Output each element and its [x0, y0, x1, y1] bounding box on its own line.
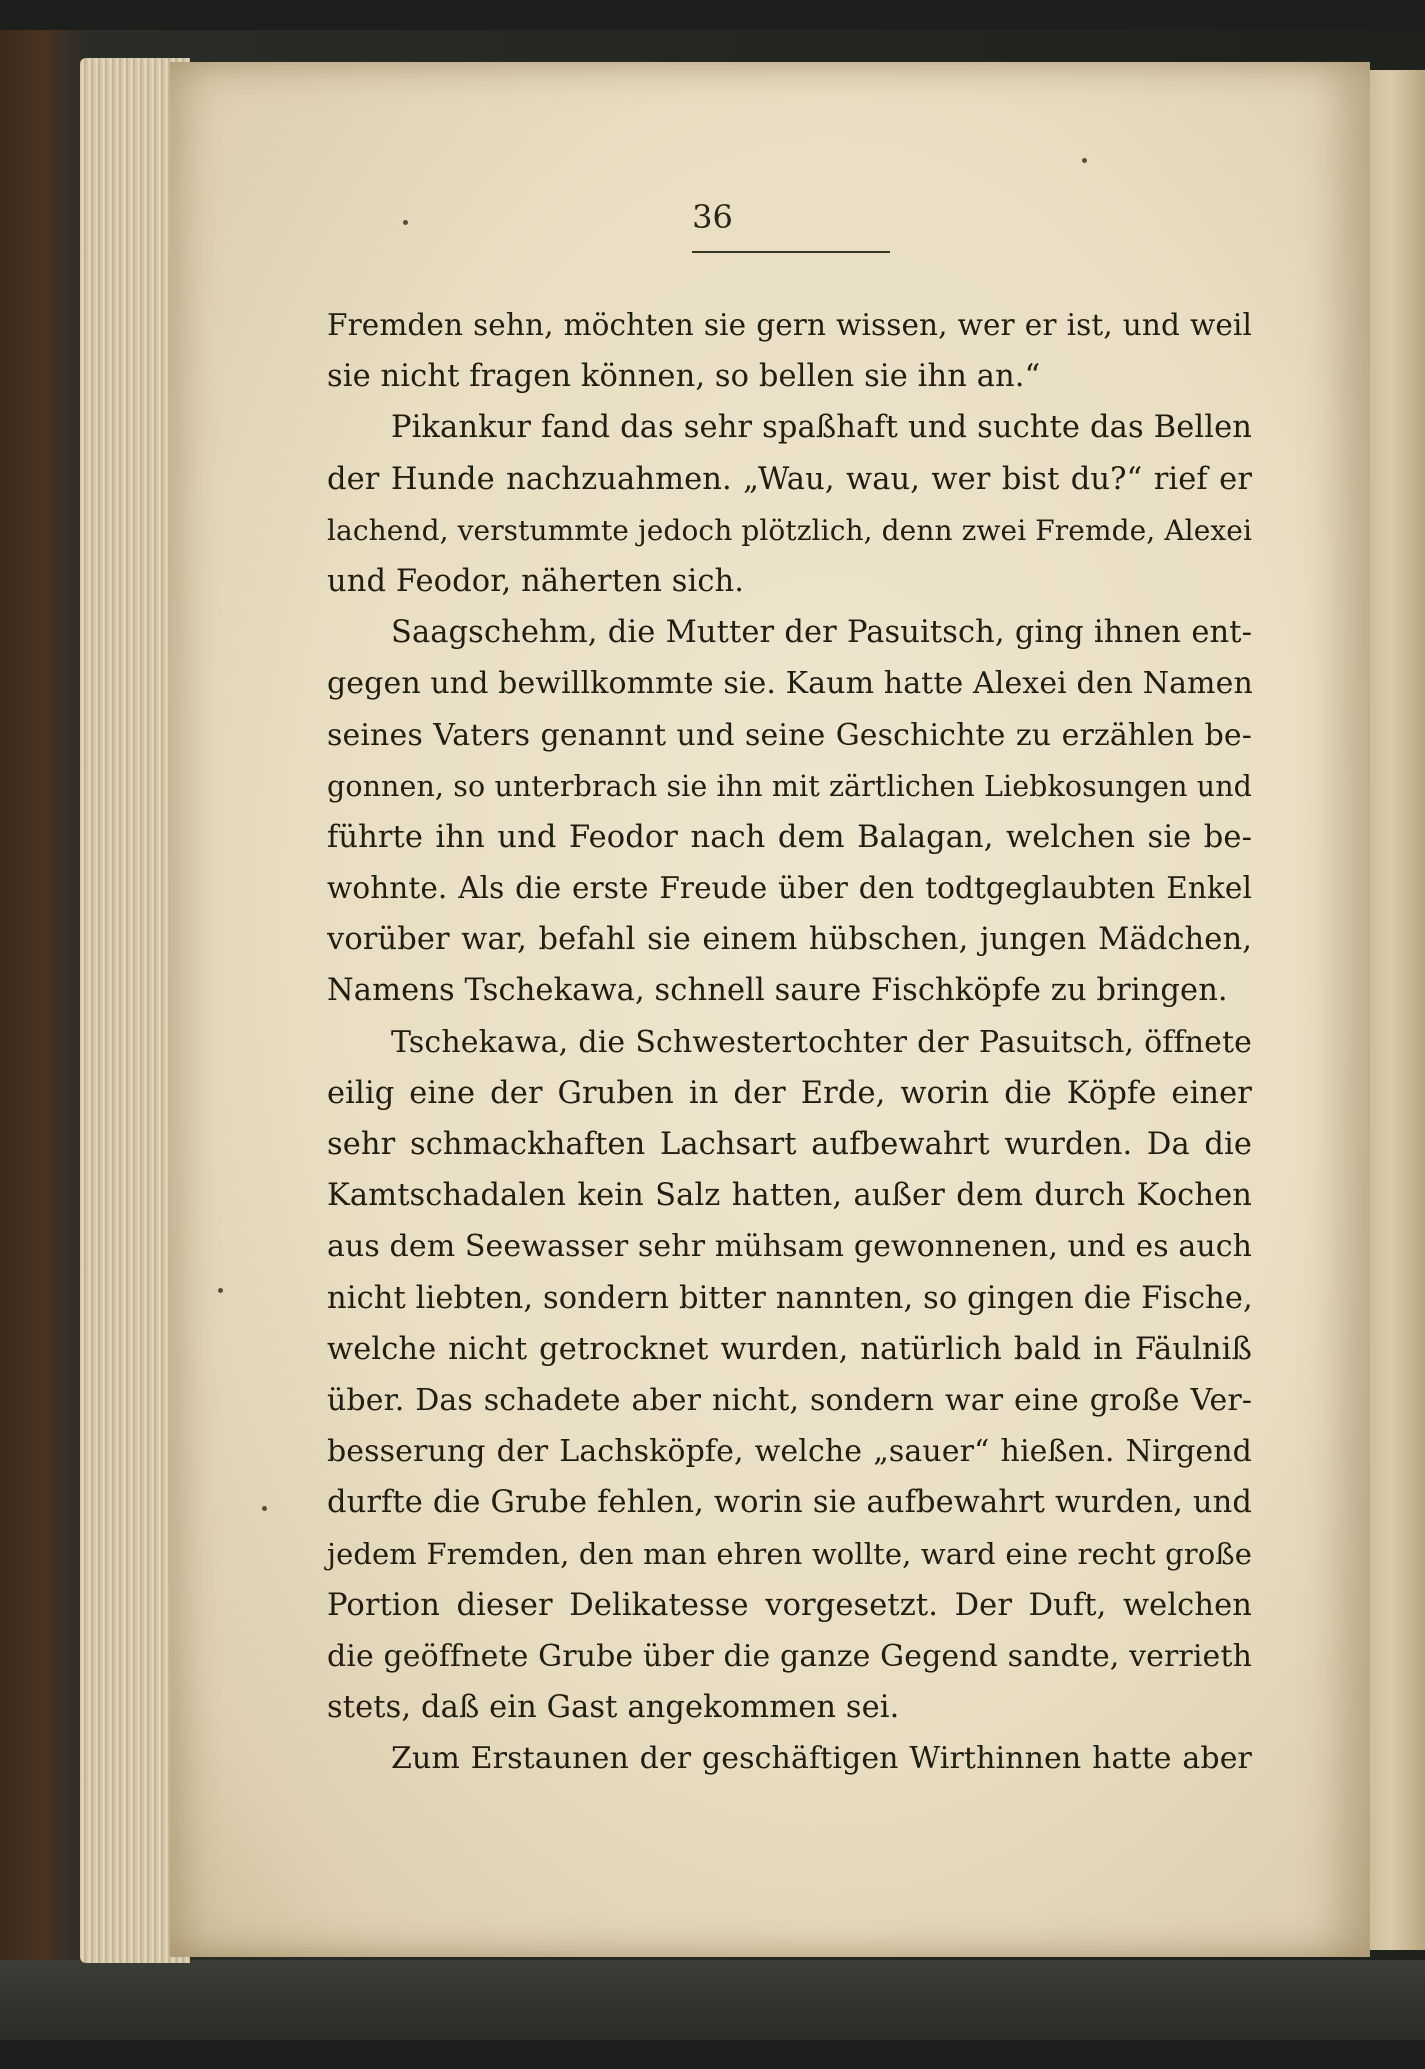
text-line: nicht liebten, sondern bitter nannten, so gingen die Fische, — [327, 1280, 1253, 1316]
text-line: gonnen, so unterbrach sie ihn mit zärtlichen Liebkosungen und — [327, 769, 1252, 803]
text-line: Zum Erstaunen der geschäftigen Wirthinnen hatte aber — [391, 1741, 1252, 1777]
page-number: 36 — [692, 198, 733, 236]
text-line: besserung der Lachsköpfe, welche „sauer“ hießen. Nirgend — [327, 1434, 1252, 1470]
text-line: Namens Tschekawa, schnell saure Fischköpfe zu bringen. — [327, 973, 1228, 1009]
text-line: aus dem Seewasser sehr mühsam gewonnenen, und es auch — [327, 1229, 1253, 1265]
text-line: Kamtschadalen kein Salz hatten, außer dem durch Kochen — [327, 1178, 1252, 1214]
text-line: eilig eine der Gruben in der Erde, worin die Köpfe einer — [327, 1075, 1252, 1111]
text-line: Fremden sehn, möchten sie gern wissen, wer er ist, und weil — [327, 308, 1252, 342]
text-line: sehr schmackhaften Lachsart aufbewahrt wurden. Da die — [327, 1127, 1252, 1162]
header-rule — [692, 251, 890, 253]
text-line: jedem Fremden, den man ehren wollte, ward eine recht große — [327, 1536, 1252, 1571]
text-line: seines Vaters genannt und seine Geschichte zu erzählen be- — [327, 717, 1252, 753]
text-line: Tschekawa, die Schwestertochter der Pasuitsch, öffnete — [391, 1024, 1252, 1060]
text-line: Portion dieser Delikatesse vorgesetzt. Der Duft, welchen — [327, 1587, 1252, 1623]
text-line: der Hunde nachzuahmen. „Wau, wau, wer bist du?“ rief er — [327, 461, 1252, 497]
paper-speck — [262, 1506, 267, 1511]
text-line: welche nicht getrocknet wurden, natürlich bald in Fäulniß — [327, 1331, 1252, 1367]
book-cover-bottom — [0, 1960, 1425, 2040]
text-line: Saagschehm, die Mutter der Pasuitsch, ging ihnen ent- — [391, 615, 1252, 651]
text-line: führte ihn und Feodor nach dem Balagan, welchen sie be- — [327, 819, 1252, 855]
facing-page-edge — [1368, 70, 1425, 1950]
text-line: durfte die Grube fehlen, worin sie aufbewahrt wurden, und — [327, 1485, 1252, 1521]
text-line: Pikankur fand das sehr spaßhaft und suchte das Bellen — [391, 410, 1252, 446]
text-line: vorüber war, befahl sie einem hübschen, jungen Mädchen, — [327, 922, 1252, 958]
text-line: über. Das schadete aber nicht, sondern war eine große Ver- — [327, 1382, 1252, 1418]
text-line: die geöffnete Grube über die ganze Gegend sandte, verrieth — [327, 1638, 1252, 1674]
body-text — [327, 300, 1252, 1784]
text-line: lachend, verstummte jedoch plötzlich, denn zwei Fremde, Alexei — [327, 513, 1252, 547]
text-line: und Feodor, näherten sich. — [327, 563, 745, 599]
text-line: stets, daß ein Gast angekommen sei. — [327, 1690, 900, 1726]
paper-speck — [218, 1288, 223, 1293]
text-line: gegen und bewillkommte sie. Kaum hatte Alexei den Namen — [327, 666, 1253, 702]
text-line: sie nicht fragen können, so bellen sie ihn an.“ — [327, 359, 1041, 395]
text-line: wohnte. Als die erste Freude über den todtgeglaubten Enkel — [327, 871, 1252, 906]
paper-speck — [1082, 158, 1087, 163]
